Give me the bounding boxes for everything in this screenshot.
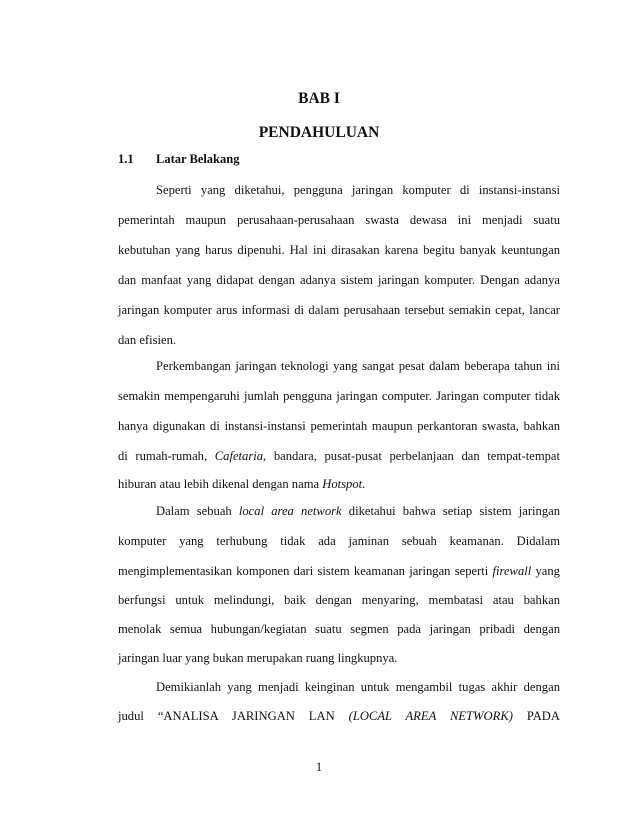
section-number: 1.1 xyxy=(118,152,134,166)
chapter-title: PENDAHULUAN xyxy=(258,124,380,141)
paragraph-3-line-3: mengimplementasikan komponen dari sistem keamanan jaringan seperti firewall yang xyxy=(118,564,560,578)
section-heading xyxy=(118,152,239,167)
paragraph-3-line-4: berfungsi untuk melindungi, baik dengan menyaring, membatasi atau bahkan xyxy=(118,593,560,607)
paragraph-1-line-5: jaringan komputer arus informasi di dalam perusahaan tersebut semakin cepat, lancar xyxy=(118,303,560,317)
paragraph-1-line-4: dan manfaat yang didapat dengan adanya sistem jaringan komputer. Dengan adanya xyxy=(118,273,560,287)
section-title: Latar Belakang xyxy=(156,152,240,166)
paragraph-4-line-1: Demikianlah yang menjadi keinginan untuk mengambil tugas akhir dengan xyxy=(156,680,560,694)
paragraph-2-line-3: hanya digunakan di instansi-instansi pemerintah maupun perkantoran swasta, bahkan xyxy=(118,419,560,433)
paragraph-3-line-2: komputer yang terhubung tidak ada jaminan sebuah keamanan. Didalam xyxy=(118,534,560,548)
paragraph-2-line-4: di rumah-rumah, Cafetaria, bandara, pusat-pusat perbelanjaan dan tempat-tempat xyxy=(118,449,561,463)
paragraph-2-line-2: semakin mempengaruhi jumlah pengguna jaringan computer. Jaringan computer tidak xyxy=(118,389,560,403)
paragraph-1-line-2: pemerintah maupun perusahaan-perusahaan swasta dewasa ini menjadi suatu xyxy=(118,213,560,227)
chapter-number: BAB I xyxy=(298,90,340,107)
paragraph-2-line-1: Perkembangan jaringan teknologi yang sangat pesat dalam beberapa tahun ini xyxy=(156,359,560,373)
paragraph-4-line-2: judul “ANALISA JARINGAN LAN (LOCAL AREA NETWORK) PADA xyxy=(118,709,560,723)
paragraph-3-line-1: Dalam sebuah local area network diketahui bahwa setiap sistem jaringan xyxy=(156,504,561,518)
page-number: 1 xyxy=(315,760,323,774)
paragraph-2-line-5: hiburan atau lebih dikenal dengan nama Hotspot. xyxy=(118,477,366,491)
paragraph-3-line-5: menolak semua hubungan/kegiatan suatu segmen pada jaringan pribadi dengan xyxy=(118,622,560,636)
paragraph-1-line-1: Seperti yang diketahui, pengguna jaringan komputer di instansi-instansi xyxy=(156,183,560,197)
paragraph-1-line-3: kebutuhan yang harus dipenuhi. Hal ini dirasakan karena begitu banyak keuntungan xyxy=(118,243,560,257)
paragraph-1-line-6: dan efisien. xyxy=(118,333,177,347)
paragraph-3-line-6: jaringan luar yang bukan merupakan ruang lingkupnya. xyxy=(118,651,398,665)
